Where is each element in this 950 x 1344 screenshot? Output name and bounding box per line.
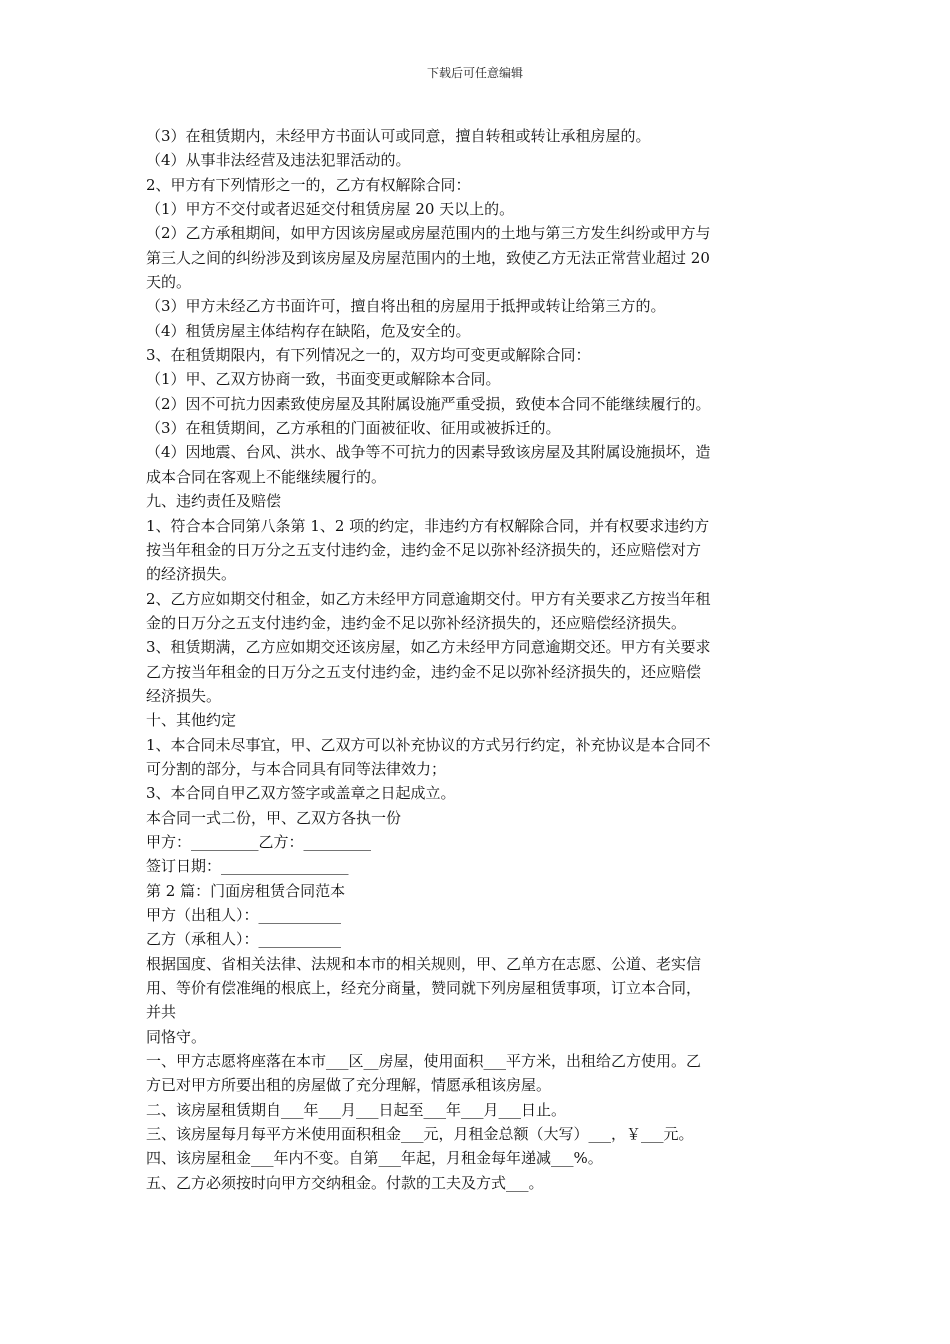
text-line: 第三人之间的纠纷涉及到该房屋及房屋范围内的土地，致使乙方无法正常营业超过 20 [146,248,710,267]
text-line: 三、该房屋每月每平方米使用面积租金___元，月租金总额（大写）___，￥___元。 [146,1125,694,1144]
text-line: 用、等价有偿准绳的根底上，经充分商量，赞同就下列房屋租赁事项，订立本合同， [146,979,702,998]
text-line: 可分割的部分，与本合同具有同等法律效力； [146,759,447,778]
text-line: 十、其他约定 [146,711,237,730]
text-line: 乙方（承租人）：___________ [146,930,342,949]
text-line: 成本合同在客观上不能继续履行的。 [146,467,387,486]
text-line: 九、违约责任及赔偿 [146,492,282,511]
text-line: 3、本合同自甲乙双方签字或盖章之日起成立。 [146,784,456,803]
text-line: 按当年租金的日万分之五支付违约金，违约金不足以弥补经济损失的，还应赔偿对方 [146,540,702,559]
text-line: 经济损失。 [146,686,222,705]
text-line: 四、该房屋租金___年内不变。自第___年起，月租金每年递减___%。 [146,1149,603,1168]
text-line: 甲方：_________乙方：_________ [146,832,372,851]
text-line: 天的。 [146,273,192,292]
text-line: 本合同一式二份，甲、乙双方各执一份 [146,808,402,827]
text-line: 二、该房屋租赁期自___年___月___日起至___年___月___日止。 [146,1100,567,1119]
text-line: 2、乙方应如期交付租金，如乙方未经甲方同意逾期交付。甲方有关要求乙方按当年租 [146,589,711,608]
text-line: 第 2 篇：门面房租赁合同范本 [146,881,346,900]
text-line: 金的日万分之五支付违约金，违约金不足以弥补经济损失的，还应赔偿经济损失。 [146,613,687,632]
text-line: （3）甲方未经乙方书面许可，擅自将出租的房屋用于抵押或转让给第三方的。 [146,297,666,316]
text-line: 乙方按当年租金的日万分之五支付违约金，违约金不足以弥补经济损失的，还应赔偿 [146,662,702,681]
text-line: （3）在租赁期间，乙方承租的门面被征收、征用或被拆迁的。 [146,419,561,438]
text-line: 五、乙方必须按时向甲方交纳租金。付款的工夫及方式___。 [146,1173,544,1192]
text-line: 的经济损失。 [146,565,237,584]
text-line: 3、在租赁期限内，有下列情况之一的，双方均可变更或解除合同： [146,346,591,365]
text-line: 1、符合本合同第八条第 1、2 项的约定，非违约方有权解除合同，并有权要求违约方 [146,516,710,535]
text-line: 方已对甲方所要出租的房屋做了充分理解，情愿承租该房屋。 [146,1076,552,1095]
text-line: 1、本合同未尽事宜，甲、乙双方可以补充协议的方式另行约定，补充协议是本合同不 [146,735,711,754]
text-line: 2、甲方有下列情形之一的，乙方有权解除合同： [146,175,471,194]
text-line: （4）因地震、台风、洪水、战争等不可抗力的因素导致该房屋及其附属设施损坏，造 [146,443,711,462]
text-line: （2）乙方承租期间，如甲方因该房屋或房屋范围内的土地与第三方发生纠纷或甲方与 [146,224,711,243]
text-line: 根据国度、省相关法律、法规和本市的相关规则，甲、乙单方在志愿、公道、老实信 [146,954,702,973]
text-line: （3）在租赁期内，未经甲方书面认可或同意，擅自转租或转让承租房屋的。 [146,127,651,145]
text-line: （4）租赁房屋主体结构存在缺陷，危及安全的。 [146,321,471,340]
text-line: 同恪守。 [146,1027,207,1046]
text-line: 签订日期：_________________ [146,857,349,876]
text-line: （1）甲方不交付或者迟延交付租赁房屋 20 天以上的。 [146,200,515,219]
page-header-note: 下载后可任意编辑 [426,66,523,80]
text-line: 甲方（出租人）：___________ [146,906,342,924]
text-line: （2）因不可抗力因素致使房屋及其附属设施严重受损，致使本合同不能继续履行的。 [146,394,711,413]
text-line: 并共 [146,1003,177,1022]
text-line: 3、租赁期满，乙方应如期交还该房屋，如乙方未经甲方同意逾期交还。甲方有关要求 [146,638,711,657]
text-line: （1）甲、乙双方协商一致，书面变更或解除本合同。 [146,370,501,389]
document-body [146,124,810,1195]
text-line: 一、甲方志愿将座落在本市___区__房屋，使用面积___平方米，出租给乙方使用。乙 [146,1052,702,1071]
text-line: （4）从事非法经营及违法犯罪活动的。 [146,151,411,170]
